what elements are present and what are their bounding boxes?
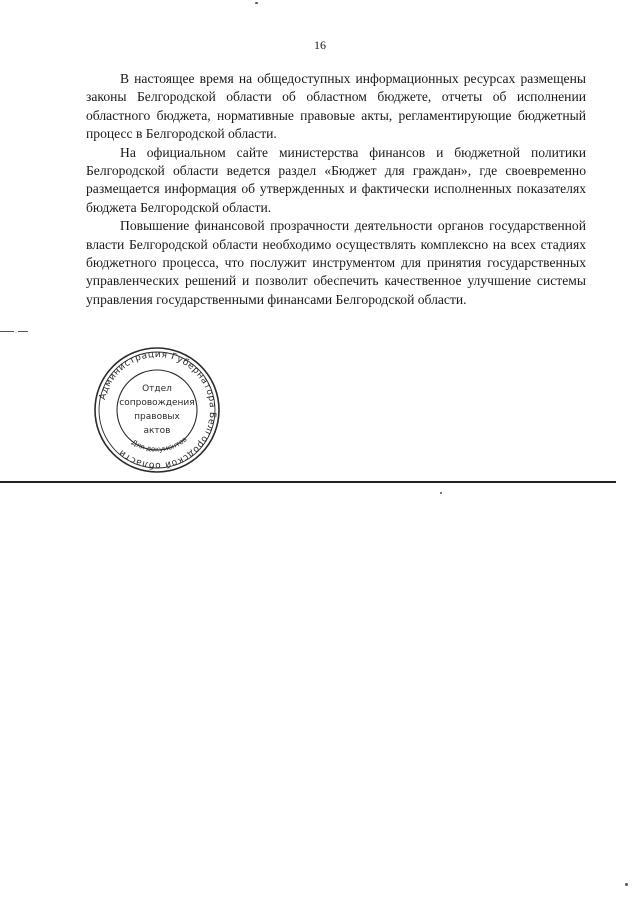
horizontal-rule bbox=[0, 481, 616, 483]
stamp-center-line: актов bbox=[143, 426, 171, 436]
stamp-bottom-text: Для документов bbox=[129, 435, 189, 454]
scan-speck bbox=[255, 2, 258, 4]
paragraph-3: Повышение финансовой прозрачности деятельности органов государственной власти Белгородской области необходимо осуществлять комплексно на всех стадиях бюджетного процесса, что послужит инструментом для принятия государственных управленческих решений и позволит обеспечить качественное улучшение системы управления государственными финансами Белгородской области. bbox=[86, 218, 586, 307]
stamp-center-line: сопровождения bbox=[119, 398, 195, 408]
scan-speck bbox=[625, 883, 628, 886]
scan-speck bbox=[440, 492, 442, 494]
stamp-ring-text: Администрация Губернатора Белгородской области bbox=[98, 349, 218, 471]
stamp-seal bbox=[92, 345, 222, 475]
stamp-center-line: правовых bbox=[134, 412, 180, 422]
paragraph-1: В настоящее время на общедоступных информационных ресурсах размещены законы Белгородской области об областном бюджете, отчеты об исполнении областного бюджета, нормативные правовые акты, регламентирующие бюджетный процесс в Белгородской области. bbox=[86, 71, 586, 142]
official-stamp bbox=[92, 345, 222, 475]
scan-artifact-dash bbox=[18, 331, 28, 332]
scan-artifact-dash bbox=[0, 331, 14, 332]
document-body bbox=[86, 70, 586, 309]
stamp-center-line: Отдел bbox=[142, 384, 172, 394]
paragraph-2: На официальном сайте министерства финансов и бюджетной политики Белгородской области ведется раздел «Бюджет для граждан», где своевременно размещается информация об утвержденных и фактически исполненных показателях бюджета Белгородской области. bbox=[86, 144, 586, 215]
page-number: 16 bbox=[314, 38, 326, 52]
